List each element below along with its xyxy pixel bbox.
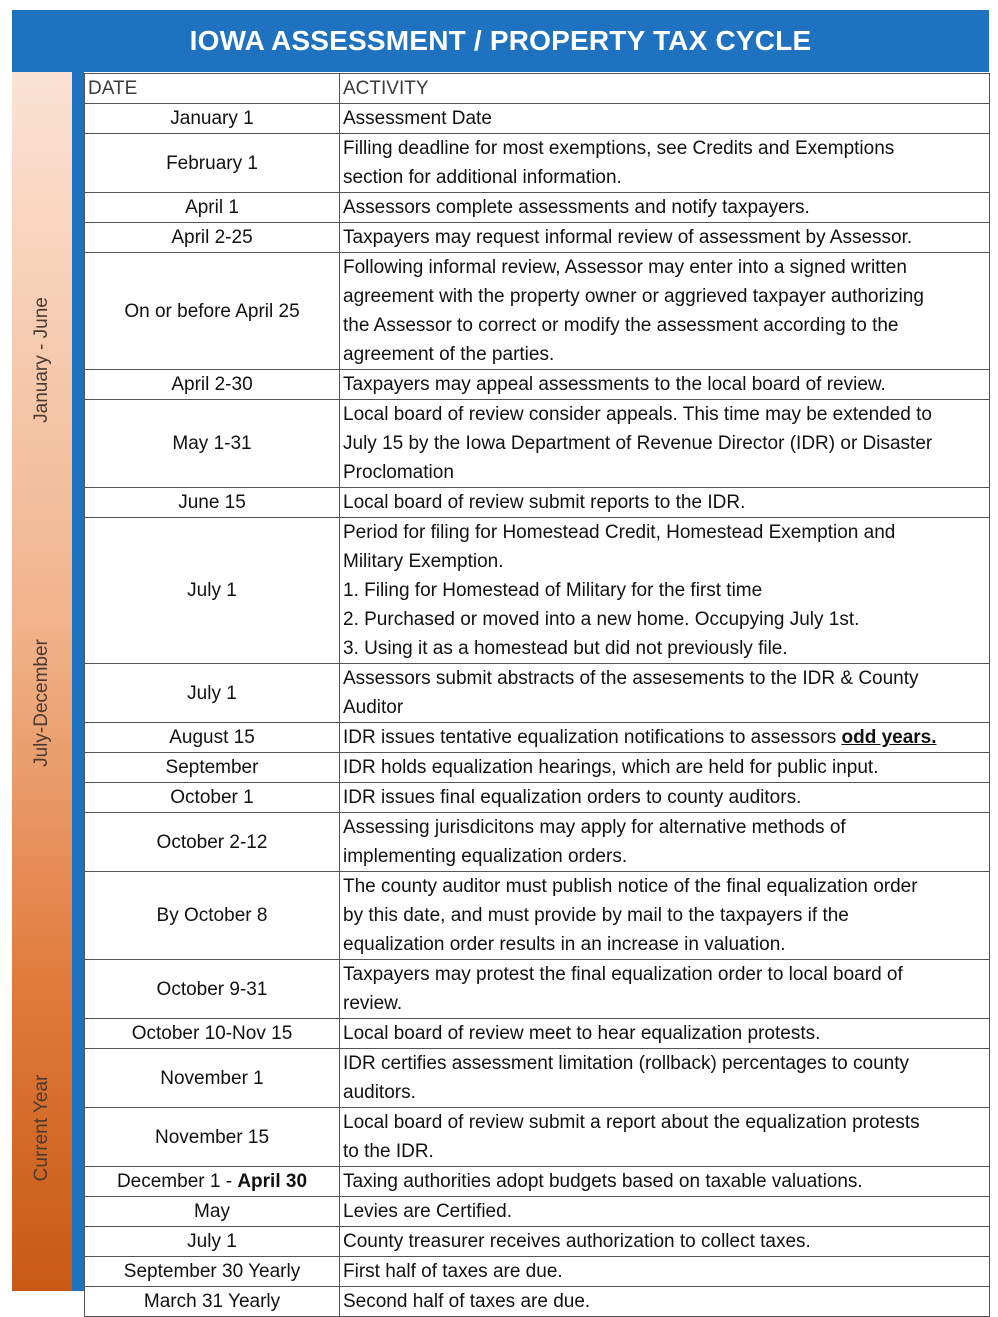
row-activity — [340, 1019, 990, 1049]
row-date-text: July 1 — [187, 580, 237, 601]
row-activity-line: Local board of review submit a report about the equalization protests — [343, 1112, 920, 1133]
row-activity-line: Taxpayers may appeal assessments to the local board of review. — [343, 374, 886, 395]
table-row — [85, 664, 990, 723]
row-activity-line: IDR issues tentative equalization notifications to assessors — [343, 727, 842, 748]
row-date-text: October 1 — [170, 787, 254, 808]
row-date-text: October 10-Nov 15 — [131, 1023, 293, 1044]
row-date-text: By October 8 — [156, 905, 268, 926]
row-activity — [340, 193, 990, 223]
page-title: IOWA ASSESSMENT / PROPERTY TAX CYCLE — [12, 10, 989, 72]
table-header-row — [85, 74, 990, 104]
row-date-text: May — [194, 1201, 230, 1222]
row-activity — [340, 1049, 990, 1108]
row-date-text: October 2-12 — [156, 831, 268, 853]
row-activity — [340, 253, 990, 370]
row-date-text: March 31 Yearly — [143, 1291, 281, 1312]
row-date — [85, 813, 340, 872]
row-activity-line: IDR issues final equalization orders to county auditors. — [343, 787, 802, 808]
row-activity-line: Taxing authorities adopt budgets based on taxable valuations. — [343, 1171, 863, 1192]
row-date-text: July 1 — [187, 682, 237, 704]
period-label-current-year: Current Year — [31, 1074, 52, 1182]
row-date-text: May 1-31 — [172, 433, 252, 454]
table-row — [85, 1167, 990, 1197]
row-activity-line: Taxpayers may request informal review of assessment by Assessor. — [343, 227, 913, 248]
period-label-jul-dec: July-December — [31, 639, 52, 767]
row-activity — [340, 664, 990, 723]
row-date-text: June 15 — [178, 492, 246, 513]
row-activity-line: 3. Using it as a homestead but did not previously file. — [343, 638, 788, 659]
row-activity-line: Proclomation — [343, 462, 454, 483]
row-date — [85, 370, 340, 400]
row-date-text: September — [165, 757, 259, 778]
row-date — [85, 872, 340, 960]
table-row — [85, 753, 990, 783]
table-row — [85, 1108, 990, 1167]
row-activity-line: IDR certifies assessment limitation (rollback) percentages to county — [343, 1053, 910, 1074]
row-activity-line: July 15 by the Iowa Department of Revenue Director (IDR) or Disaster — [343, 433, 933, 454]
row-activity — [340, 1167, 990, 1197]
row-activity-line: agreement with the property owner or aggrieved taxpayer authorizing — [343, 286, 924, 307]
row-activity — [340, 872, 990, 960]
row-date — [85, 753, 340, 783]
row-date — [85, 1227, 340, 1257]
row-date-text: April 2-25 — [171, 227, 253, 248]
row-date — [85, 1197, 340, 1227]
row-date — [85, 253, 340, 370]
table-row — [85, 1257, 990, 1287]
row-date-text: September 30 Yearly — [123, 1261, 301, 1282]
row-date-text: August 15 — [169, 727, 255, 748]
row-date-text: February 1 — [166, 152, 258, 174]
row-activity-line: auditors. — [343, 1082, 416, 1103]
table-row — [85, 253, 990, 370]
table-row — [85, 370, 990, 400]
row-date-emphasis: April 30 — [237, 1171, 308, 1192]
row-activity-line: Local board of review meet to hear equalization protests. — [343, 1023, 821, 1044]
row-activity — [340, 723, 990, 753]
column-header-activity: ACTIVITY — [340, 74, 990, 104]
table-row — [85, 518, 990, 664]
row-activity — [340, 753, 990, 783]
row-date-text: October 9-31 — [156, 978, 268, 1000]
table-row — [85, 134, 990, 193]
period-band-stripe — [72, 72, 84, 1291]
row-activity — [340, 813, 990, 872]
row-date-text: April 1 — [185, 197, 239, 218]
row-activity-line: Military Exemption. — [343, 551, 504, 572]
table-row — [85, 400, 990, 488]
row-activity — [340, 1257, 990, 1287]
row-date — [85, 104, 340, 134]
row-activity-line: section for additional information. — [343, 167, 622, 188]
row-date — [85, 664, 340, 723]
row-activity — [340, 488, 990, 518]
row-date-text: April 2-30 — [171, 374, 253, 395]
row-activity-line: the Assessor to correct or modify the assessment according to the — [343, 315, 899, 336]
row-activity-line: First half of taxes are due. — [343, 1261, 563, 1282]
row-date — [85, 488, 340, 518]
row-date — [85, 1167, 340, 1197]
row-date — [85, 1257, 340, 1287]
row-activity-line: Following informal review, Assessor may enter into a signed written — [343, 257, 907, 278]
row-date — [85, 518, 340, 664]
row-activity — [340, 1227, 990, 1257]
row-activity-line: Filling deadline for most exemptions, see Credits and Exemptions — [343, 138, 895, 159]
period-label-jan-jun: January - June — [31, 297, 52, 423]
row-activity — [340, 400, 990, 488]
row-activity — [340, 134, 990, 193]
table-row — [85, 1019, 990, 1049]
row-activity-line: Local board of review consider appeals. This time may be extended to — [343, 404, 932, 425]
row-date — [85, 960, 340, 1019]
row-activity-line: equalization order results in an increase in valuation. — [343, 934, 786, 955]
table-row — [85, 1049, 990, 1108]
row-activity-line: Assessing jurisdicitons may apply for alternative methods of — [343, 817, 846, 838]
row-date — [85, 223, 340, 253]
row-date-text: December 1 - — [116, 1171, 238, 1192]
row-activity — [340, 518, 990, 664]
row-activity — [340, 370, 990, 400]
row-activity-line: Second half of taxes are due. — [343, 1291, 591, 1312]
table-row — [85, 223, 990, 253]
table-row — [85, 193, 990, 223]
row-activity-line: IDR holds equalization hearings, which are held for public input. — [343, 757, 879, 778]
row-activity-line: Period for filing for Homestead Credit, Homestead Exemption and — [343, 522, 896, 543]
row-date-text: November 1 — [160, 1067, 264, 1089]
row-activity — [340, 960, 990, 1019]
row-date — [85, 1108, 340, 1167]
row-activity-line: 2. Purchased or moved into a new home. Occupying July 1st. — [343, 609, 860, 630]
tax-cycle-table — [84, 73, 990, 1317]
row-activity — [340, 1197, 990, 1227]
row-activity-line: Local board of review submit reports to the IDR. — [343, 492, 746, 513]
table-row — [85, 872, 990, 960]
row-activity-emphasis: odd years. — [841, 727, 937, 748]
row-activity — [340, 1108, 990, 1167]
row-date-text: July 1 — [187, 1231, 237, 1252]
table-row — [85, 960, 990, 1019]
row-activity-line: The county auditor must publish notice of the final equalization order — [343, 876, 918, 897]
row-activity-line: to the IDR. — [343, 1141, 434, 1162]
table-row — [85, 1197, 990, 1227]
row-activity-line: County treasurer receives authorization to collect taxes. — [343, 1231, 811, 1252]
row-activity — [340, 223, 990, 253]
table-row — [85, 488, 990, 518]
row-activity-line: Levies are Certified. — [343, 1201, 512, 1222]
table-row — [85, 1227, 990, 1257]
row-date — [85, 783, 340, 813]
row-activity — [340, 104, 990, 134]
row-date — [85, 1019, 340, 1049]
row-date — [85, 134, 340, 193]
table-row — [85, 723, 990, 753]
row-activity-line: Assessors complete assessments and notify taxpayers. — [343, 197, 810, 218]
row-activity-line: review. — [343, 993, 403, 1014]
table-row — [85, 813, 990, 872]
row-date — [85, 400, 340, 488]
table-row — [85, 104, 990, 134]
row-activity-line: Auditor — [343, 697, 404, 718]
table-row — [85, 783, 990, 813]
row-date — [85, 193, 340, 223]
row-activity-line: by this date, and must provide by mail to the taxpayers if the — [343, 905, 849, 926]
row-activity-line: Assessors submit abstracts of the assesements to the IDR & County — [343, 668, 919, 689]
row-activity-line: Assessment Date — [343, 108, 492, 129]
row-date — [85, 723, 340, 753]
table-body — [85, 104, 990, 1317]
row-activity-line: Taxpayers may protest the final equalization order to local board of — [343, 964, 903, 985]
column-header-date: DATE — [85, 74, 340, 104]
row-date-text: January 1 — [170, 108, 254, 129]
row-date — [85, 1049, 340, 1108]
row-activity — [340, 783, 990, 813]
row-activity-line: 1. Filing for Homestead of Military for the first time — [343, 580, 763, 601]
row-activity-line: implementing equalization orders. — [343, 846, 628, 867]
row-activity-line: agreement of the parties. — [343, 344, 555, 365]
row-date-text: November 15 — [154, 1126, 270, 1148]
row-date-text: On or before April 25 — [124, 300, 300, 322]
